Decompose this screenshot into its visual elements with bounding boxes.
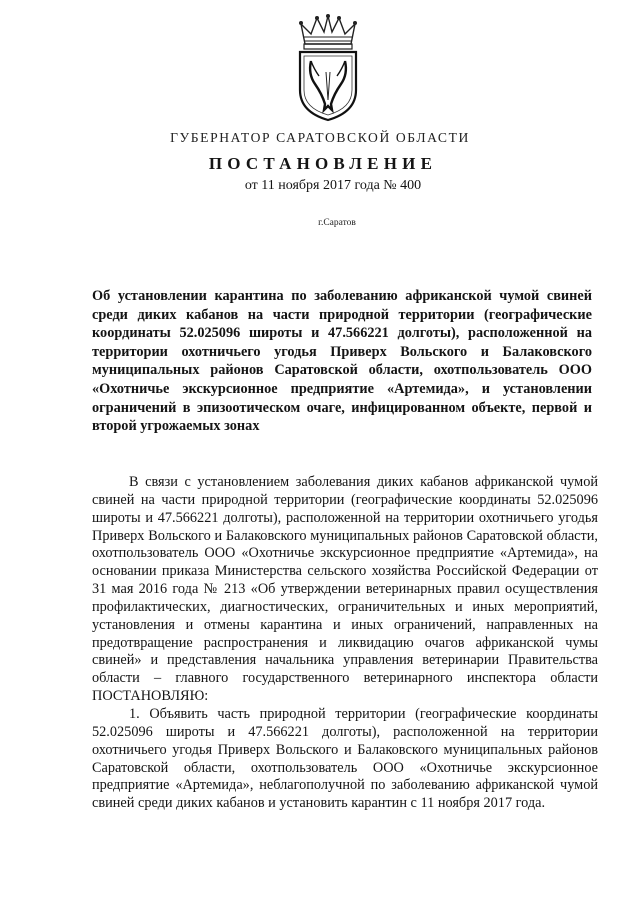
document-type: ПОСТАНОВЛЕНИЕ	[208, 154, 438, 173]
document-date-number: от 11 ноября 2017 года № 400	[244, 178, 422, 193]
document-title: Об установлении карантина по заболеванию африканской чумой свиней среди диких кабанов на части природной территории (географические координаты 52.025096 широты и 47.566221 долготы), расположенной на территории охотничьего угодья Приверх Вольского и Балаковского муниципальных районов Саратовской области, охотпользователь ООО «Охотничье экскурсионное предприятие «Артемида», и установлении ограничений в эпизоотическом очаге, инфицированном объекте, первой и второй угрожаемых зонах	[92, 288, 592, 435]
preamble-paragraph: В связи с установлением заболевания диких кабанов африканской чумой свиней на части природной территории (географические координаты 52.025096 широты и 47.566221 долготы), расположенной на территории охотничьего угодья Приверх Вольского и Балаковского муниципальных районов Саратовской области, охотпользователь ООО «Охотничье экскурсионное предприятие «Артемида», на основании приказа Министерства сельского хозяйства Российской Федерации от 31 мая 2016 года № 213 «Об утверждении ветеринарных правил осуществления профилактических, диагностических, ограничительных и иных мероприятий, установления и отмены карантина и иных ограничений, направленных на предотвращение распространения и ликвидацию очагов африканской чумы свиней» и представления начальника управления ветеринарии Правительства области – главного государственного ветеринарного инспектора области ПОСТАНОВЛЯЮ:	[92, 474, 598, 705]
issuing-authority: ГУБЕРНАТОР САРАТОВСКОЙ ОБЛАСТИ	[170, 130, 470, 145]
item-1-paragraph: 1. Объявить часть природной территории (географические координаты 52.025096 широты и 47.566221 долготы), расположенной на территории охотничьего угодья Приверх Вольского и Балаковского муниципальных районов Саратовской области, охотпользователь ООО «Охотничье экскурсионное предприятие «Артемида», неблагополучной по заболеванию африканской чумой свиней среди диких кабанов и установить карантин с 11 ноября 2017 года.	[92, 705, 598, 812]
saratov-coat-of-arms-icon	[295, 14, 361, 122]
document-body	[92, 474, 598, 813]
document-city: г.Саратов	[318, 218, 356, 228]
